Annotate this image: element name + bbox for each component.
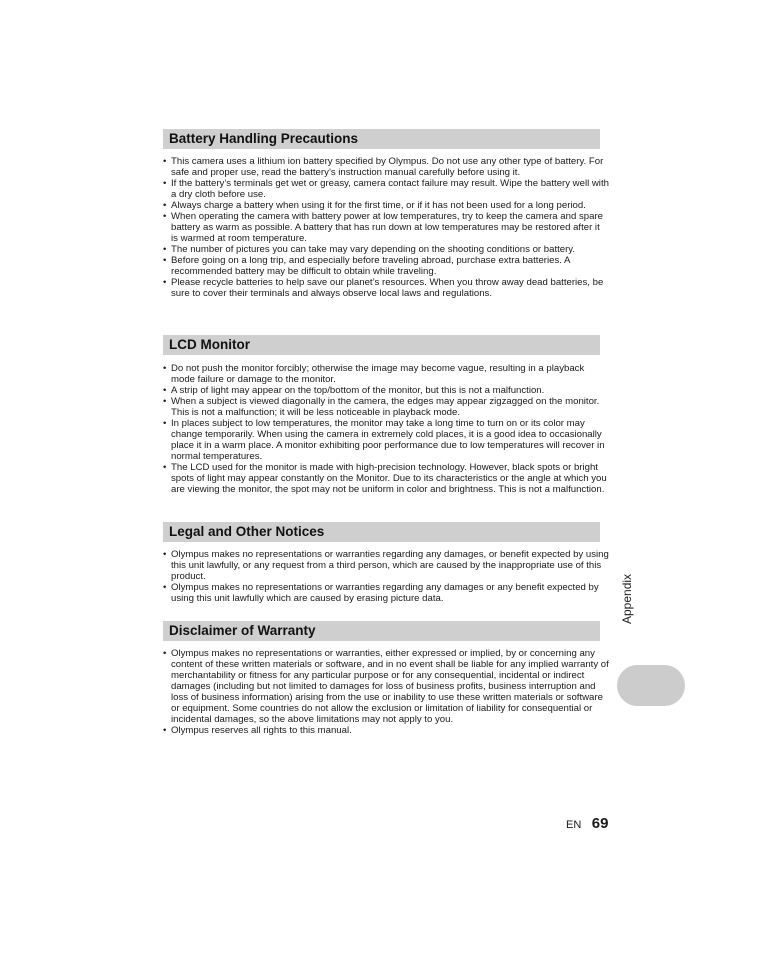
lcd-monitor-list (163, 363, 609, 495)
list-item: • This camera uses a lithium ion battery specified by Olympus. Do not use any other type of battery. For safe and proper use, read the battery’s instruction manual carefully before using it. (163, 156, 609, 178)
list-item: • Do not push the monitor forcibly; otherwise the image may become vague, resulting in a playback mode failure or damage to the monitor. (163, 363, 609, 385)
appendix-tab-label: Appendix (620, 573, 634, 624)
list-item: • Olympus makes no representations or warranties regarding any damages or any benefit expected by using this unit lawfully which are caused by erasing picture data. (163, 582, 609, 604)
section-heading-lcd-monitor: LCD Monitor (163, 335, 600, 355)
list-item: • The LCD used for the monitor is made with high-precision technology. However, black spots or bright spots of light may appear constantly on the Monitor. Due to its characteristics or the angle at which you are viewing the monitor, the spot may not be uniform in color and brightness. This is not a malfunction. (163, 462, 609, 495)
page-footer (566, 815, 608, 833)
list-item: • Olympus makes no representations or warranties, either expressed or implied, by or concerning any content of these written materials or software, and in no event shall be liable for any implied warranty of merchantability or fitness for any particular purpose or for any consequential, incidental or indirect damages (including but not limited to damages for loss of business profits, business interruption and loss of business information) arising from the use or inability to use these written materials or software or equipment. Some countries do not allow the exclusion or limitation of liability for consequential or incidental damages, so the above limitations may not apply to you. (163, 648, 609, 725)
list-item: • The number of pictures you can take may vary depending on the shooting conditions or battery. (163, 244, 609, 255)
list-item: • When a subject is viewed diagonally in the camera, the edges may appear zigzagged on the monitor. This is not a malfunction; it will be less noticeable in playback mode. (163, 396, 609, 418)
appendix-thumb-tab (617, 665, 685, 706)
legal-notices-list (163, 549, 609, 604)
list-item: • A strip of light may appear on the top/bottom of the monitor, but this is not a malfunction. (163, 385, 609, 396)
list-item: • If the battery’s terminals get wet or greasy, camera contact failure may result. Wipe the battery well with a dry cloth before use. (163, 178, 609, 200)
list-item: • Before going on a long trip, and especially before traveling abroad, purchase extra batteries. A recommended battery may be difficult to obtain while traveling. (163, 255, 609, 277)
battery-precautions-list (163, 156, 609, 299)
list-item: • Please recycle batteries to help save our planet’s resources. When you throw away dead batteries, be sure to cover their terminals and always observe local laws and regulations. (163, 277, 609, 299)
section-heading-disclaimer: Disclaimer of Warranty (163, 621, 600, 641)
section-heading-battery: Battery Handling Precautions (163, 129, 600, 149)
list-item: • Olympus reserves all rights to this manual. (163, 725, 609, 736)
page-number: 69 (591, 815, 609, 832)
list-item: • Olympus makes no representations or warranties regarding any damages, or benefit expected by using this unit lawfully, or any request from a third person, which are caused by the inappropriate use of this product. (163, 549, 609, 582)
list-item: • Always charge a battery when using it for the first time, or if it has not been used for a long period. (163, 200, 609, 211)
list-item: • When operating the camera with battery power at low temperatures, try to keep the camera and spare battery as warm as possible. A battery that has run down at low temperatures may be restored after it is warmed at room temperature. (163, 211, 609, 244)
list-item: • In places subject to low temperatures, the monitor may take a long time to turn on or its color may change temporarily. When using the camera in extremely cold places, it is a good idea to occasionally place it in a warm place. A monitor exhibiting poor performance due to low temperatures will recover in normal temperatures. (163, 418, 609, 462)
language-code: EN (566, 819, 582, 831)
section-heading-legal-notices: Legal and Other Notices (163, 522, 600, 542)
disclaimer-list (163, 648, 609, 736)
